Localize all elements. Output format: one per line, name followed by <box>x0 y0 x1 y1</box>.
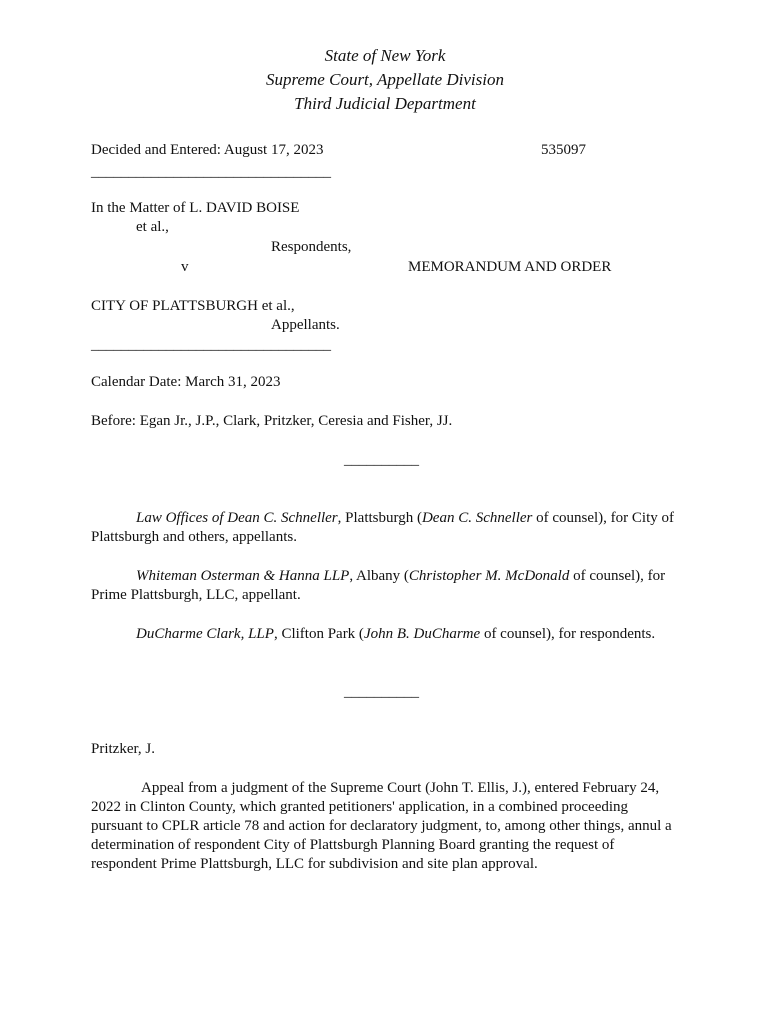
header-state: State of New York <box>324 46 446 65</box>
counsel-firm: DuCharme Clark, LLP <box>136 626 274 642</box>
counsel-attorney: John B. DuCharme <box>363 626 481 642</box>
counsel-firm: Whiteman Osterman & Hanna LLP <box>136 568 350 584</box>
caption-appellants: Appellants. <box>271 317 340 333</box>
header-court: Supreme Court, Appellate Division <box>266 70 504 89</box>
opinion-author: Pritzker, J. <box>91 741 155 757</box>
caption-matter: In the Matter of L. DAVID BOISE <box>91 200 300 216</box>
divider-rule: ________________________________ <box>91 164 331 180</box>
counsel-paragraph: Whiteman Osterman & Hanna LLP, Albany (Christopher M. McDonald of counsel), for Prime Plattsburgh, LLC, appellant. <box>91 568 666 603</box>
short-divider: __________ <box>344 452 419 468</box>
docket-number: 535097 <box>541 142 586 158</box>
divider-rule: ________________________________ <box>91 337 331 353</box>
panel-before: Before: Egan Jr., J.P., Clark, Pritzker, Ceresia and Fisher, JJ. <box>91 413 453 429</box>
counsel-attorney: Christopher M. McDonald <box>408 568 570 584</box>
counsel-attorney: Dean C. Schneller <box>421 510 533 526</box>
counsel-firm: Law Offices of Dean C. Schneller <box>136 510 338 526</box>
decided-date: Decided and Entered: August 17, 2023 <box>91 142 324 158</box>
caption-versus: v <box>181 259 189 275</box>
counsel-paragraph: Law Offices of Dean C. Schneller, Plattsburgh (Dean C. Schneller of counsel), for City of Plattsburgh and others, appellants. <box>91 510 674 545</box>
caption-city: CITY OF PLATTSBURGH et al., <box>91 298 295 314</box>
short-divider: __________ <box>344 684 419 700</box>
calendar-date: Calendar Date: March 31, 2023 <box>91 374 281 390</box>
caption-etal: et al., <box>136 219 169 235</box>
memorandum-title: MEMORANDUM AND ORDER <box>408 259 612 275</box>
opinion-text: Appeal from a judgment of the Supreme Court (John T. Ellis, J.), entered February 24, 2022 in Clinton County, which granted petitioners' application, in a combined proceeding pursuant to CPLR article 78 and action for declaratory judgment, to, among other things, annul a determination of respondent City of Plattsburgh Planning Board granting the request of respondent Prime Plattsburgh, LLC for subdivision and site plan approval. <box>91 780 672 872</box>
header-department: Third Judicial Department <box>294 94 476 113</box>
counsel-paragraph: DuCharme Clark, LLP, Clifton Park (John B. DuCharme of counsel), for respondents. <box>136 626 656 642</box>
caption-respondents: Respondents, <box>271 239 352 255</box>
